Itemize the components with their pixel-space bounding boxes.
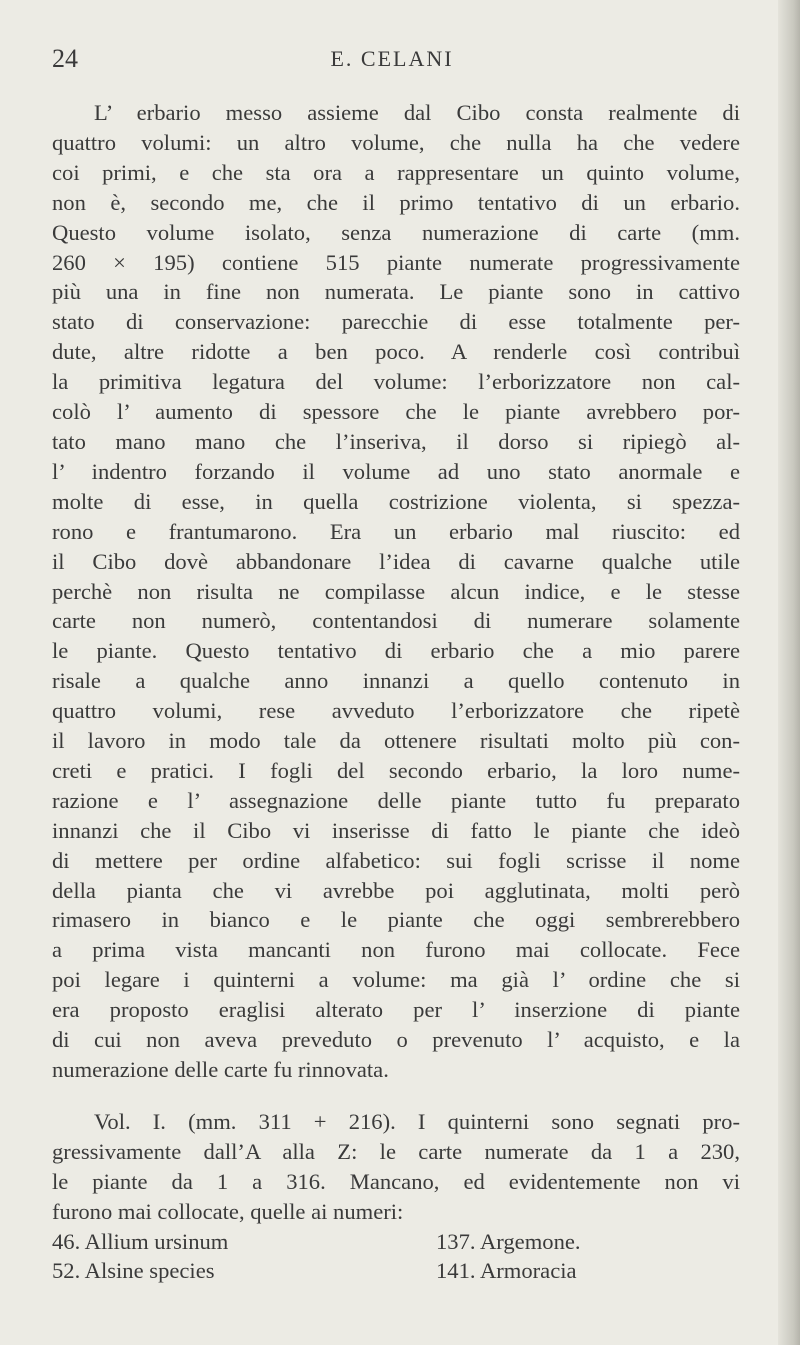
text-line: a prima vista mancanti non furono mai collocate. Fece: [52, 937, 740, 963]
text-line: più una in fine non numerata. Le piante sono in cattivo: [52, 279, 740, 305]
list-item: 137. Argemone.: [436, 1228, 581, 1254]
list-item: 46. Allium ursinum: [52, 1228, 229, 1254]
text-line: gressivamente dall’A alla Z: le carte numerate da 1 a 230,: [52, 1138, 740, 1164]
text-line: non è, secondo me, che il primo tentativo di un erbario.: [52, 189, 740, 215]
text-line: innanzi che il Cibo vi inserisse di fatto le piante che ideò: [52, 817, 740, 843]
text-line: perchè non risulta ne compilasse alcun indice, e le stesse: [52, 578, 740, 604]
text-line: di cui non aveva preveduto o prevenuto l’ acquisto, e la: [52, 1027, 740, 1053]
page-edge-shadow: [778, 0, 800, 1345]
text-line: molte di esse, in quella costrizione violenta, si spezza-: [52, 488, 740, 514]
text-line: l’ indentro forzando il volume ad uno stato anormale e: [52, 458, 740, 484]
missing-plants-list: [52, 1227, 740, 1287]
page-number: 24: [52, 44, 78, 73]
text-line: rimasero in bianco e le piante che oggi sembrerebbero: [52, 907, 740, 933]
text-line: rono e frantumarono. Era un erbario mal riuscito: ed: [52, 518, 740, 544]
text-line: numerazione delle carte fu rinnovata.: [52, 1057, 389, 1082]
text-line: dute, altre ridotte a ben poco. A renderle così contribuì: [52, 339, 740, 365]
text-line: razione e l’ assegnazione delle piante tutto fu preparato: [52, 787, 740, 813]
body-text: [52, 98, 740, 1286]
paragraph-vol-i: [52, 1107, 740, 1227]
text-line: Questo volume isolato, senza numerazione di carte (mm.: [52, 219, 740, 245]
text-line: tato mano mano che l’inseriva, il dorso si ripiegò al-: [52, 428, 740, 454]
text-line: il lavoro in modo tale da ottenere risultati molto più con-: [52, 728, 740, 754]
text-line: quattro volumi: un altro volume, che nulla ha che vedere: [52, 129, 740, 155]
running-head: E. CELANI: [330, 46, 454, 71]
text-line: creti e pratici. I fogli del secondo erbario, la loro nume-: [52, 757, 740, 783]
paragraph-erbario: [52, 98, 740, 1085]
text-line: L’ erbario messo assieme dal Cibo consta realmente di: [94, 100, 740, 125]
list-item: 141. Armoracia: [436, 1258, 577, 1284]
text-line: di mettere per ordine alfabetico: sui fogli scrisse il nome: [52, 847, 740, 873]
text-line: le piante da 1 a 316. Mancano, ed evidentemente non vi: [52, 1168, 740, 1194]
text-line: poi legare i quinterni a volume: ma già l’ ordine che si: [52, 967, 740, 993]
text-line: carte non numerò, contentandosi di numerare solamente: [52, 608, 740, 634]
text-line: furono mai collocate, quelle ai numeri:: [52, 1198, 404, 1224]
text-line: le piante. Questo tentativo di erbario che a mio parere: [52, 638, 740, 664]
text-line: Vol. I. (mm. 311 + 216). I quinterni sono segnati pro-: [94, 1108, 740, 1134]
text-line: 260 × 195) contiene 515 piante numerate progressivamente: [52, 249, 740, 275]
text-line: della pianta che vi avrebbe poi agglutinata, molti però: [52, 877, 740, 903]
text-line: colò l’ aumento di spessore che le piante avrebbero por-: [52, 399, 740, 425]
text-line: risale a qualche anno innanzi a quello contenuto in: [52, 668, 740, 694]
list-item: 52. Alsine species: [52, 1258, 215, 1284]
paragraph-gap: [52, 1085, 740, 1107]
text-line: quattro volumi, rese avveduto l’erborizzatore che ripetè: [52, 698, 740, 724]
text-line: era proposto eraglisi alterato per l’ inserzione di piante: [52, 997, 740, 1023]
text-line: stato di conservazione: parecchie di esse totalmente per-: [52, 309, 740, 335]
text-line: coi primi, e che sta ora a rappresentare un quinto volume,: [52, 159, 740, 185]
text-line: la primitiva legatura del volume: l’erborizzatore non cal-: [52, 369, 740, 395]
page-header: [52, 44, 732, 84]
text-line: il Cibo dovè abbandonare l’idea di cavarne qualche utile: [52, 548, 740, 574]
